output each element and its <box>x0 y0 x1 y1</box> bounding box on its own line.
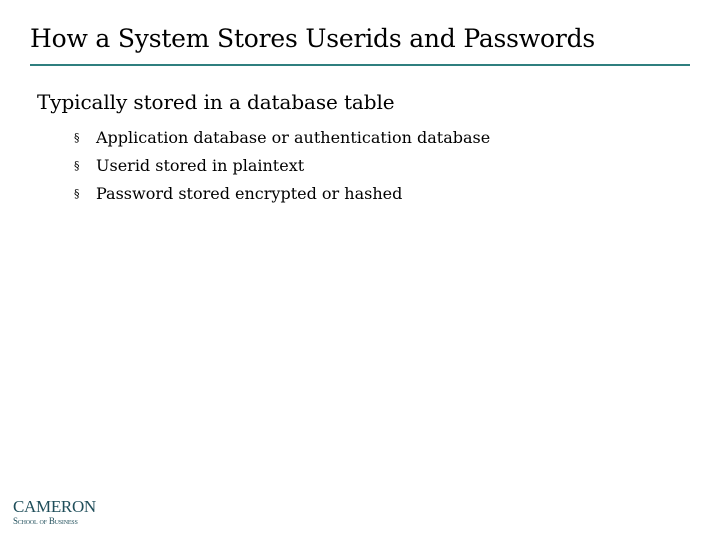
logo-name: CAMERON <box>13 497 96 516</box>
sub-bullet-item <box>74 180 490 208</box>
sub-bullet-text: Userid stored in plaintext <box>96 156 305 175</box>
cameron-school-of-business-logo <box>13 497 113 531</box>
sub-bullet-item <box>74 124 490 152</box>
logo-subtitle: School of Business <box>13 516 78 526</box>
title-divider <box>30 64 690 66</box>
section-bullet-icon: § <box>74 131 80 144</box>
sub-bullet-item <box>74 152 490 180</box>
sub-bullet-text: Password stored encrypted or hashed <box>96 184 403 203</box>
sub-bullet-text: Application database or authentication database <box>96 128 491 147</box>
section-bullet-icon: § <box>74 187 80 200</box>
sub-bullet-list <box>74 124 490 208</box>
main-bullet: Typically stored in a database table <box>37 90 395 114</box>
slide-title: How a System Stores Userids and Passwords <box>30 24 596 53</box>
section-bullet-icon: § <box>74 159 80 172</box>
